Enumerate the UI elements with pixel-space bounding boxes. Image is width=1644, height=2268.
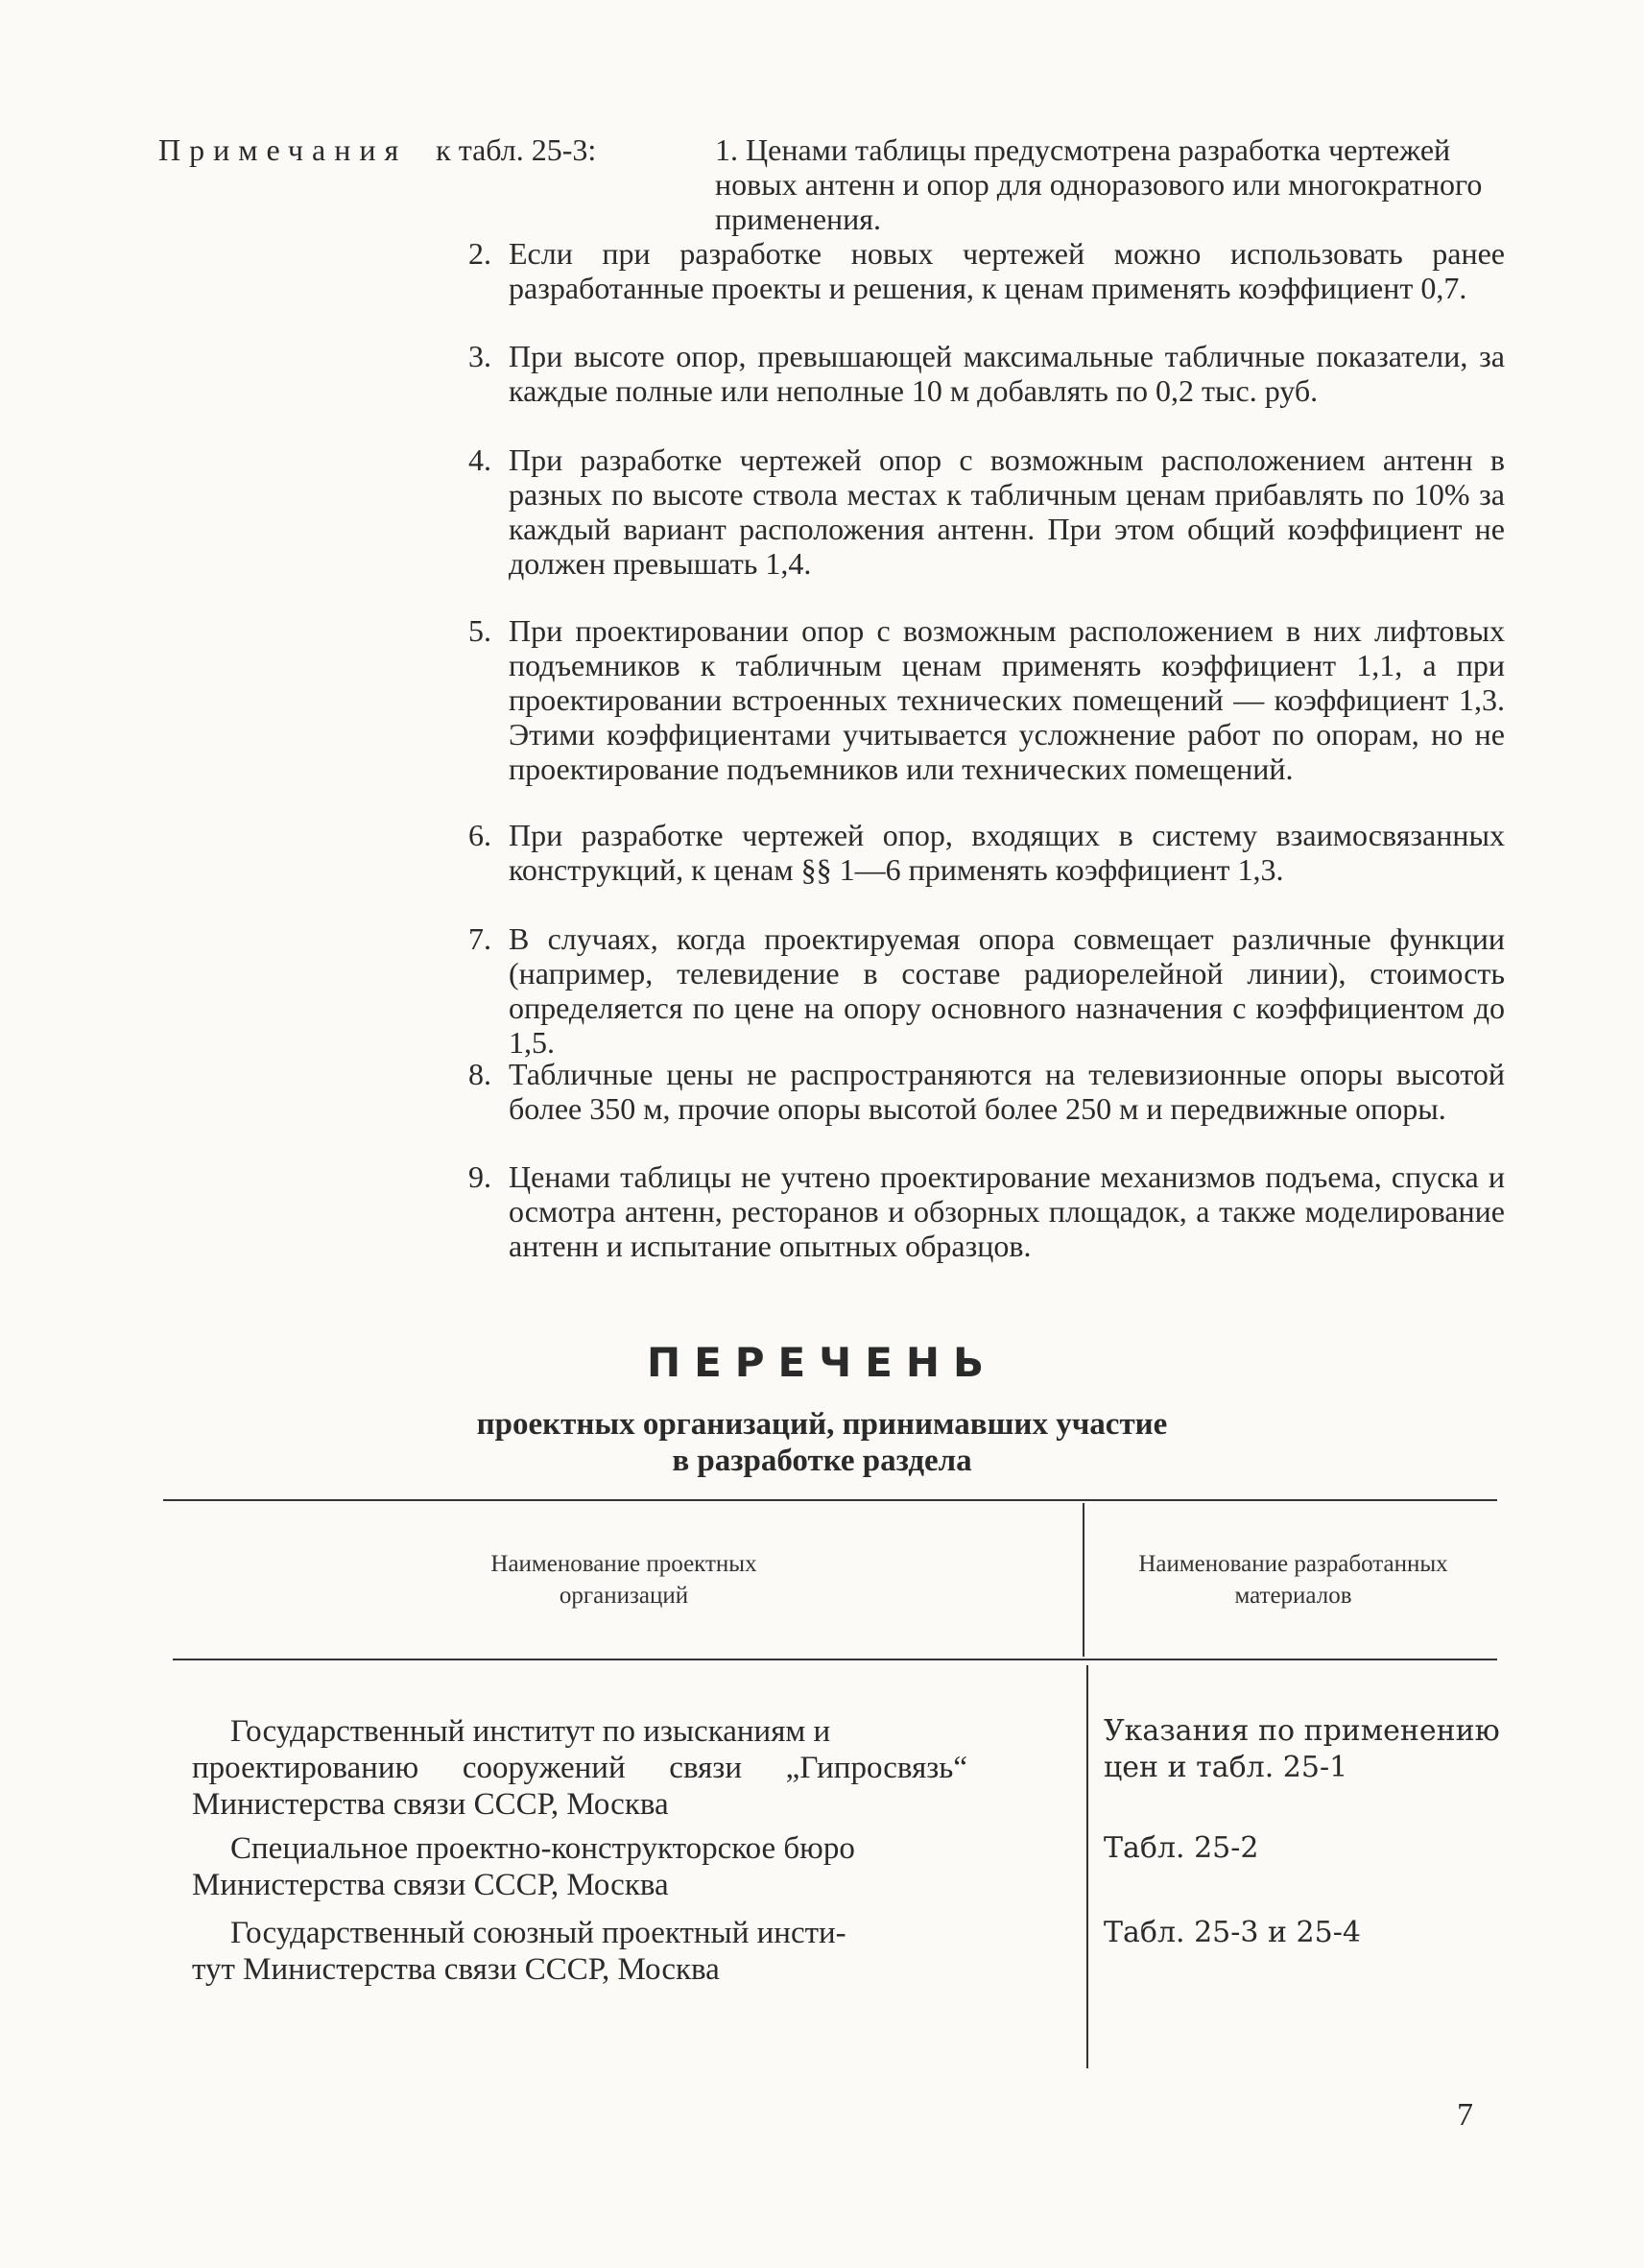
table-header-organizations: Наименование проектных организаций — [490, 1551, 757, 1609]
note-text: При высоте опор, превышающей максимальные табличные показатели, за каждые полные или неполные 10 м добавлять по 0,2 тыс. руб. — [509, 339, 1505, 408]
table-row-material: Указания по применению цен и табл. 25-1 — [1104, 1714, 1500, 1784]
note-text: Ценами таблицы не учтено проектирование механизмов подъема, спуска и осмотра антенн, ресторанов и обзорных площадок, а также моделирование антенн и испытание опытных образцов. — [509, 1159, 1505, 1263]
note-item-5 — [468, 613, 1505, 786]
subtitle-line-2: в разработке раздела — [672, 1444, 972, 1478]
table-row-organization: Государственный союзный проектный инсти- тут Министерства связи СССР, Москва — [192, 1916, 846, 1987]
note-text: При разработке чертежей опор, входящих в систему взаимосвязанных конструкций, к ценам §§ 1—6 применять коэффициент 1,3. — [509, 818, 1505, 887]
note-item-1 — [715, 132, 1502, 236]
table-top-rule — [163, 1499, 1497, 1501]
note-text: Ценами таблицы предусмотрена разработка чертежей новых антенн и опор для одноразового или многократного применения. — [715, 132, 1483, 236]
note-text: Если при разработке новых чертежей можно использовать ранее разработанные проекты и решения, к ценам применять коэффициент 0,7. — [509, 236, 1505, 305]
page-number: 7 — [1457, 2097, 1473, 2133]
note-item-4 — [468, 442, 1505, 581]
table-row-organization: Государственный институт по изысканиям и проектированию сооружений связи „Гипросвязь“ Министерства связи СССР, Москва — [192, 1714, 967, 1822]
note-number: 7. — [468, 921, 491, 956]
note-item-2 — [468, 236, 1505, 305]
note-number: 9. — [468, 1159, 491, 1194]
list-heading: ПЕРЕЧЕНЬ — [646, 1339, 998, 1386]
table-header-materials: Наименование разработанных материалов — [1138, 1551, 1448, 1609]
note-text: При разработке чертежей опор с возможным расположением антенн в разных по высоте ствола местах к табличным ценам прибавлять по 10% за каждый вариант расположения антенн. При этом общий коэффициент не должен превышать 1,4. — [509, 442, 1505, 581]
note-text: При проектировании опор с возможным расположением в них лифтовых подъемников к табличным ценам применять коэффициент 1,1, а при проектировании встроенных технических помещений — коэффициент 1,3. Этими коэффициентами учитывается усложнение работ по опорам, но не проектирование подъемников или технических помещений. — [509, 613, 1505, 786]
table-column-divider — [1083, 1503, 1084, 1657]
note-number: 4. — [468, 442, 491, 477]
note-text: Табличные цены не распространяются на телевизионные опоры высотой более 350 м, прочие опоры высотой более 250 м и передвижные опоры. — [509, 1057, 1505, 1126]
subtitle-line-1: проектных организаций, принимавших участие — [476, 1407, 1168, 1442]
table-row-material: Табл. 25-3 и 25-4 — [1104, 1916, 1361, 1949]
notes-header — [158, 132, 596, 167]
table-column-divider — [1086, 1665, 1088, 2068]
note-number: 6. — [468, 818, 491, 852]
note-item-3 — [468, 339, 1505, 408]
list-subtitle — [0, 1406, 1644, 1479]
table-header-rule — [173, 1659, 1497, 1660]
table-row-material: Табл. 25-2 — [1104, 1831, 1259, 1865]
table-row-organization: Специальное проектно-конструкторское бюро Министерства связи СССР, Москва — [192, 1831, 855, 1902]
note-item-7 — [468, 921, 1505, 1060]
notes-table-ref: к табл. 25-3: — [436, 132, 597, 167]
note-item-8 — [468, 1057, 1505, 1126]
note-text: В случаях, когда проектируемая опора совмещает различные функции (например, телевидение в составе радиорелейной линии), стоимость определяется по цене на опору основного назначения с коэффициентом до 1,5. — [509, 921, 1505, 1060]
note-item-6 — [468, 818, 1505, 887]
note-number: 2. — [468, 236, 491, 271]
note-number: 1. — [715, 132, 738, 167]
note-item-9 — [468, 1159, 1505, 1263]
note-number: 8. — [468, 1057, 491, 1091]
notes-label: Примечания — [158, 132, 408, 167]
note-number: 3. — [468, 339, 491, 373]
note-number: 5. — [468, 613, 491, 648]
